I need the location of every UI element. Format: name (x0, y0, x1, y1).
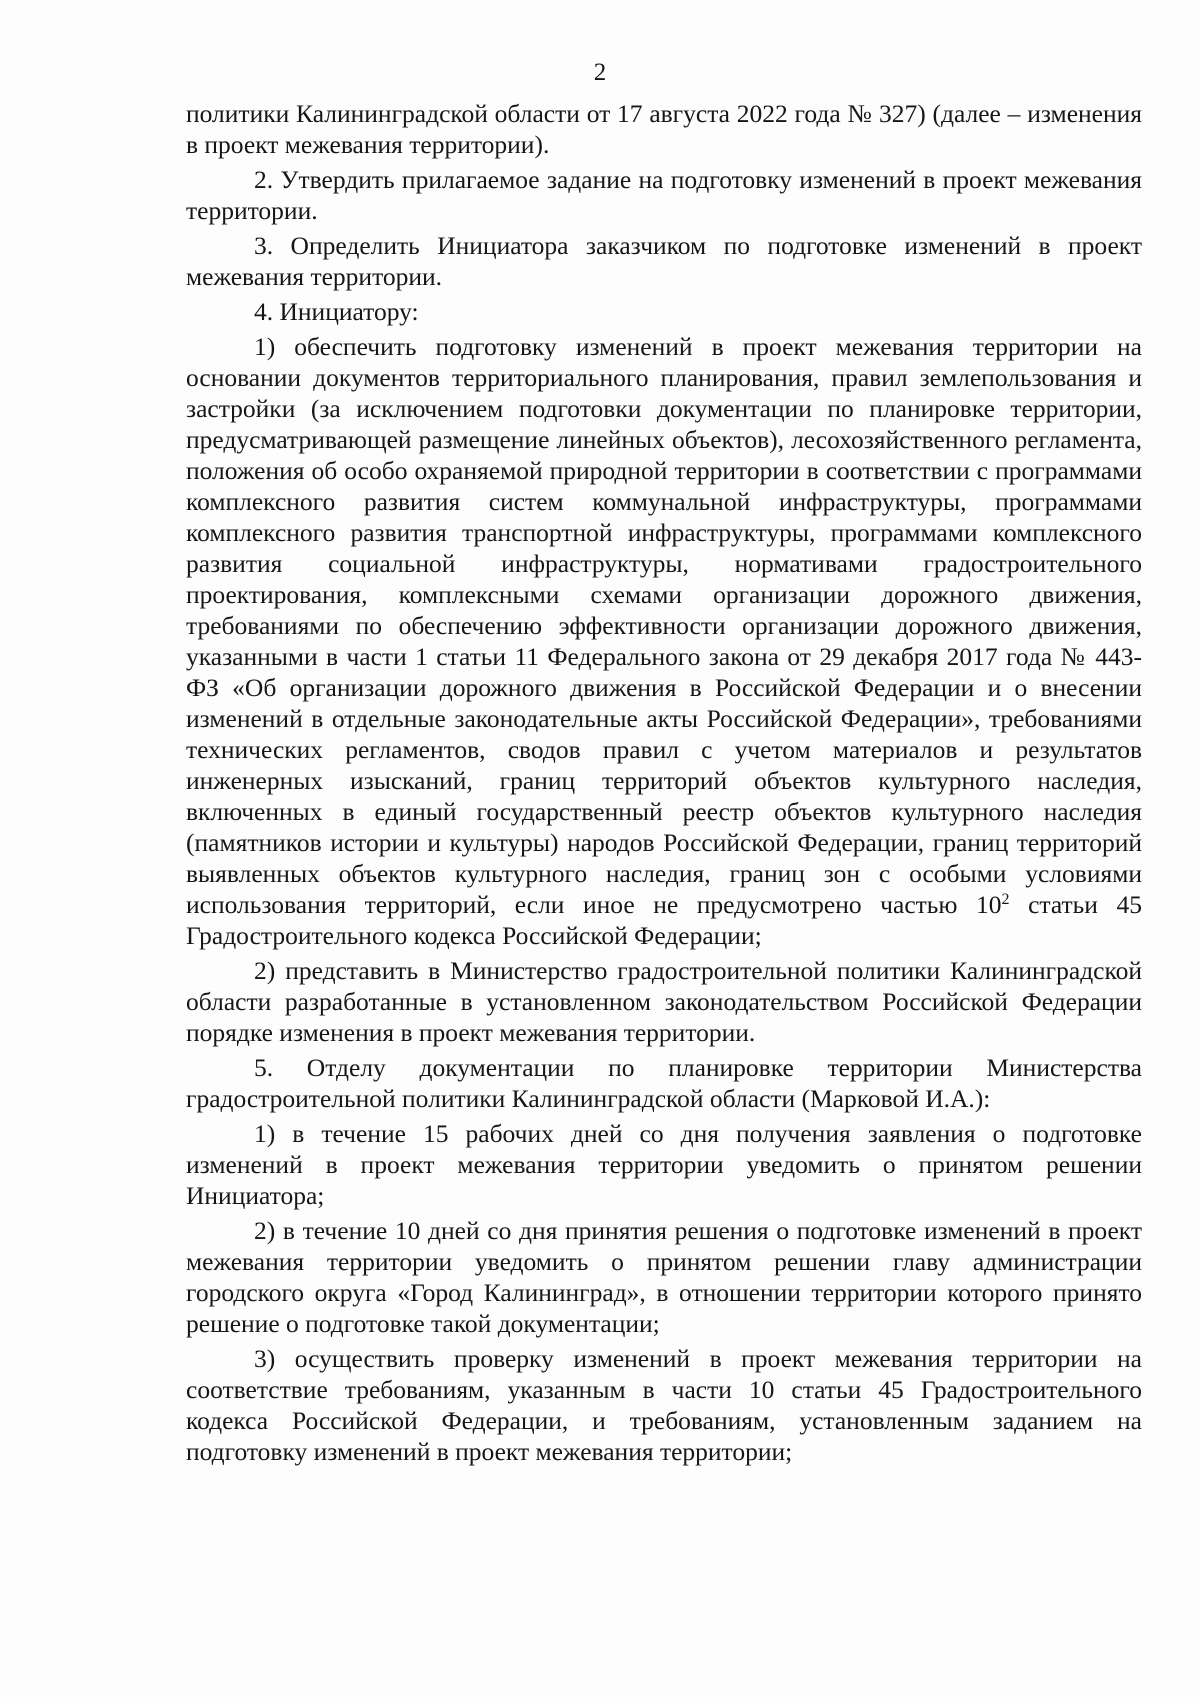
paragraph-item-4: 4. Инициатору: (254, 297, 419, 326)
paragraph-item-3: 3. Определить Инициатора заказчиком по подготовке изменений в проект межевания территории. (186, 231, 1142, 291)
paragraph-item-5: 5. Отделу документации по планировке территории Министерства градостроительной политики Калининградской области (Марковой И.А.): (186, 1053, 1142, 1113)
superscript-2: 2 (1001, 891, 1010, 908)
page-number: 2 (593, 59, 607, 86)
paragraph-item-4-1-text: 1) обеспечить подготовку изменений в проект межевания территории на основании документов территориального планирования, правил землепользования и застройки (за исключением подготовки документации по планировке территории, предусматривающей размещение линейных объектов), лесохозяйственного регламента, положения об особо охраняемой природной территории в соответствии с программами комплексного развития систем коммунальной инфраструктуры, программами комплексного развития транспортной инфраструктуры, программами комплексного развития социальной инфраструктуры, нормативами градостроительного проектирования, комплексными схемами организации дорожного движения, требованиями по обеспечению эффективности организации дорожного движения, указанными в части 1 статьи 11 Федерального закона от 29 декабря 2017 года № 443-ФЗ «Об организации дорожного движения в Российской Федерации и о внесении изменений в отдельные законодательные акты Российской Федерации», требованиями технических регламентов, сводов правил с учетом материалов и результатов инженерных изысканий, границ территорий объектов культурного наследия, включенных в единый государственный реестр объектов культурного наследия (памятников истории и культуры) народов Российской Федерации, границ территорий выявленных объектов культурного наследия, границ зон с особыми условиями использования территорий, если иное не предусмотрено частью 10 (186, 332, 1142, 919)
paragraph-item-2: 2. Утвердить прилагаемое задание на подготовку изменений в проект межевания территории. (186, 165, 1142, 225)
paragraph-continuation: политики Калининградской области от 17 августа 2022 года № 327) (далее – изменения в проект межевания территории). (186, 99, 1142, 159)
paragraph-item-5-2: 2) в течение 10 дней со дня принятия решения о подготовке изменений в проект межевания территории уведомить о принятом решении главу администрации городского округа «Город Калининград», в отношении территории которого принято решение о подготовке такой документации; (186, 1216, 1142, 1338)
paragraph-item-4-2: 2) представить в Министерство градостроительной политики Калининградской области разработанные в установленном законодательством Российской Федерации порядке изменения в проект межевания территории. (186, 956, 1142, 1047)
paragraph-item-5-1: 1) в течение 15 рабочих дней со дня получения заявления о подготовке изменений в проект межевания территории уведомить о принятом решении Инициатора; (186, 1119, 1142, 1210)
paragraph-item-4-1 (186, 331, 1142, 951)
paragraph-item-4-1-tail: статьи 45 Градостроительного кодекса Российской Федерации; (186, 890, 1142, 950)
paragraph-item-5-3: 3) осуществить проверку изменений в проект межевания территории на соответствие требованиям, указанным в части 10 статьи 45 Градостроительного кодекса Российской Федерации, и требованиям, установленным заданием на подготовку изменений в проект межевания территории; (186, 1344, 1142, 1466)
document-body (186, 98, 1142, 1471)
